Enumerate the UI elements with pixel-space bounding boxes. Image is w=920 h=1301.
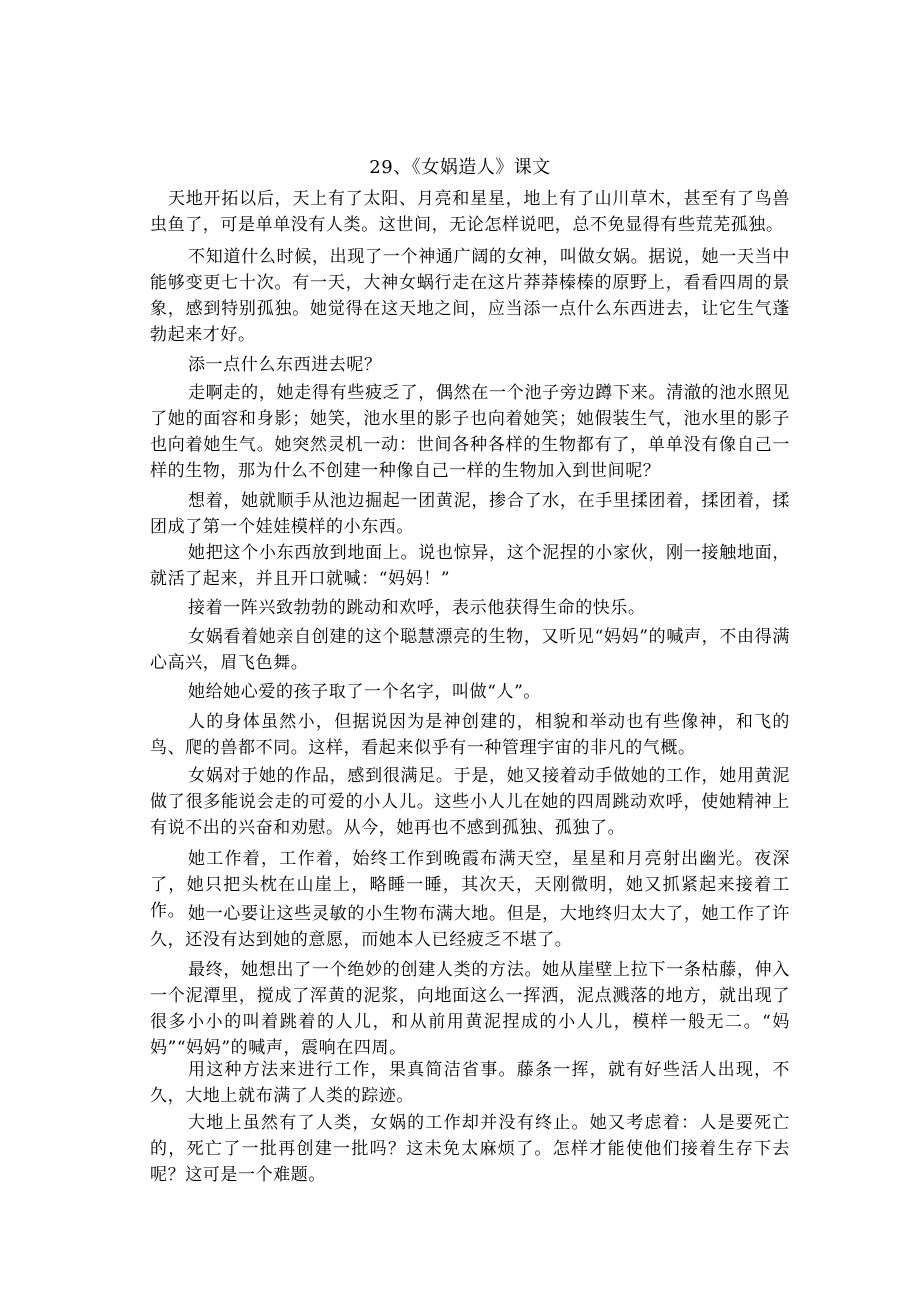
paragraph: 不知道什么时候，出现了一个神通广阔的女神，叫做女娲。据说，她一天当中能够变更七十次。有一天，大神女蜗行走在这片莽莽榛榛的原野上，看看四周的景象，感到特别孤独。她觉得在这天地之间，应当添一点什么东西进去，让它生气蓬勃起来才好。 — [150, 247, 790, 345]
paragraph: 她把这个小东西放到地面上。说也惊异，这个泥捏的小家伙，刚一接触地面，就活了起来，并且开口就喊：“妈妈！” — [150, 543, 790, 589]
paragraph: 大地上虽然有了人类，女娲的工作却并没有终止。她又考虑着：人是要死亡的，死亡了一批再创建一批吗？这未免太麻烦了。怎样才能使他们接着生存下去呢？这可是一个难题。 — [150, 1113, 790, 1185]
paragraph: 用这种方法来进行工作，果真简洁省事。藤条一挥，就有好些活人出现，不久，大地上就布满了人类的踪迹。 — [150, 1060, 790, 1106]
document-title: 29、《女娲造人》课文 — [369, 157, 551, 178]
paragraph: 她一心要让这些灵敏的小生物布满大地。但是，大地终归太大了，她工作了许久，还没有达到她的意愿，而她本人已经疲乏不堪了。 — [150, 904, 790, 950]
paragraph: 人的身体虽然小，但据说因为是神创建的，相貌和举动也有些像神，和飞的鸟、爬的兽都不同。这样，看起来似乎有一种管理宇宙的非凡的气概。 — [150, 712, 790, 758]
paragraph: 她给她心爱的孩子取了一个名字，叫做“人”。 — [188, 682, 541, 702]
paragraph: 女娲对于她的作品，感到很满足。于是，她又接着动手做她的工作，她用黄泥做了很多能说会走的可爱的小人儿。这些小人儿在她的四周跳动欢呼，使她精神上有说不出的兴奋和劝慰。从今，她再也不感到孤独、孤独了。 — [150, 766, 790, 838]
paragraph: 天地开拓以后，天上有了太阳、月亮和星星，地上有了山川草木，甚至有了鸟兽虫鱼了，可是单单没有人类。这世间，无论怎样说吧，总不免显得有些荒芜孤独。 — [150, 189, 790, 235]
paragraph: 想着，她就顺手从池边掘起一团黄泥，掺合了水，在手里揉团着，揉团着，揉团成了第一个娃娃模样的小东西。 — [150, 491, 790, 537]
paragraph: 她工作着，工作着，始终工作到晚霞布满天空，星星和月亮射出幽光。夜深了，她只把头枕在山崖上，略睡一睡，其次天，天刚微明，她又抓紧起来接着工作。 — [150, 849, 790, 921]
paragraph: 添一点什么东西进去呢？ — [188, 355, 382, 375]
paragraph: 接着一阵兴致勃勃的跳动和欢呼，表示他获得生命的快乐。 — [188, 598, 646, 618]
paragraph: 女娲看着她亲自创建的这个聪慧漂亮的生物，又听见“妈妈”的喊声，不由得满心高兴，眉飞色舞。 — [150, 627, 790, 673]
paragraph: 走啊走的，她走得有些疲乏了，偶然在一个池子旁边蹲下来。清澈的池水照见了她的面容和身影；她笑，池水里的影子也向着她笑；她假装生气，池水里的影子也向着她生气。她突然灵机一动：世间各种各样的生物都有了，单单没有像自己一样的生物，那为什么不创建一种像自己一样的生物加入到世间呢？ — [150, 383, 790, 481]
paragraph: 最终，她想出了一个绝妙的创建人类的方法。她从崖壁上拉下一条枯藤，伸入一个泥潭里，搅成了浑黄的泥浆，向地面这么一挥洒，泥点溅落的地方，就出现了很多小小的叫着跳着的人儿，和从前用黄泥捏成的小人儿，模样一般无二。“妈妈”“妈妈”的喊声，震响在四周。 — [150, 960, 790, 1058]
